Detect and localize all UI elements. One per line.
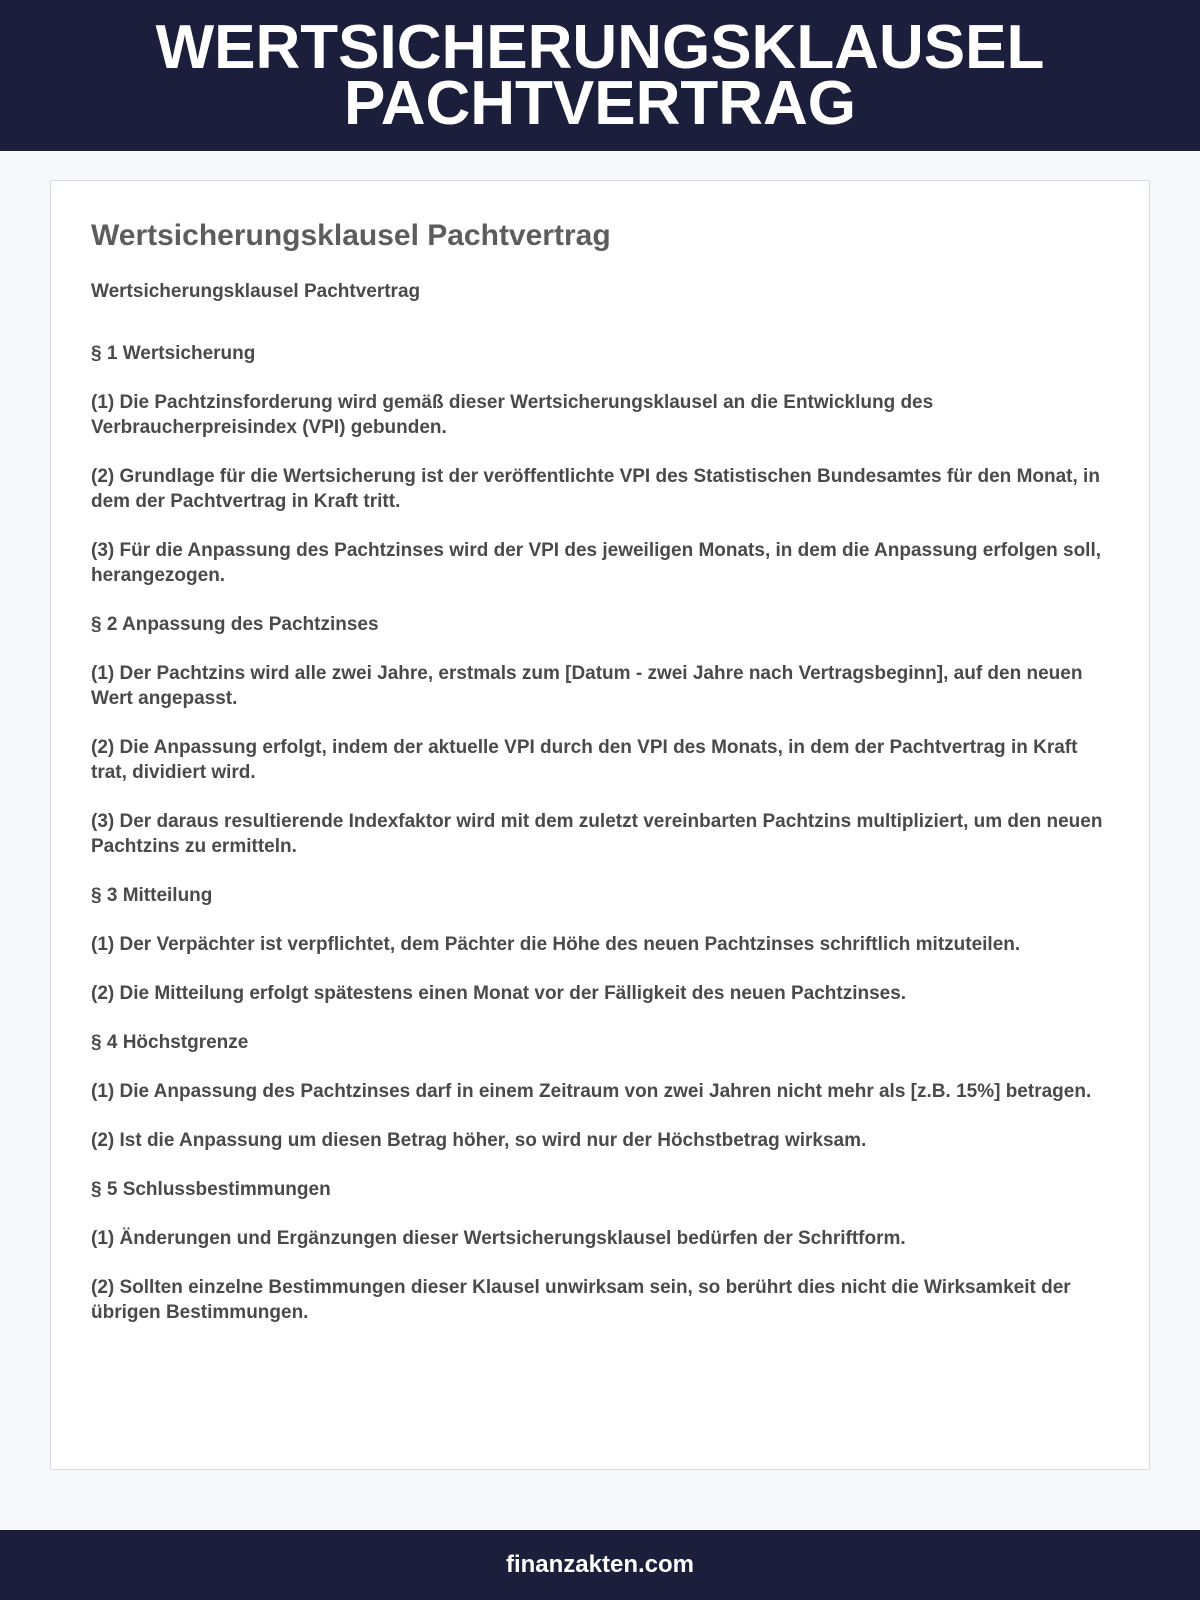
section-heading: § 4 Höchstgrenze bbox=[91, 1032, 249, 1053]
paragraph: (2) Die Anpassung erfolgt, indem der aktuelle VPI durch den VPI des Monats, in dem der Pachtvertrag in Kraft trat, dividiert wird. bbox=[91, 737, 1078, 783]
paragraph: (1) Die Pachtzinsforderung wird gemäß dieser Wertsicherungsklausel an die Entwicklung des Verbraucherpreisindex (VPI) gebunden. bbox=[91, 392, 934, 438]
paragraph: (1) Änderungen und Ergänzungen dieser Wertsicherungsklausel bedürfen der Schriftform. bbox=[91, 1228, 906, 1249]
footer-site-name: finanzakten.com bbox=[505, 1551, 695, 1578]
paragraph: (3) Der daraus resultierende Indexfaktor wird mit dem zuletzt vereinbarten Pachtzins multipliziert, um den neuen Pachtzins zu ermitteln. bbox=[91, 811, 1103, 857]
paragraph: (3) Für die Anpassung des Pachtzinses wird der VPI des jeweiligen Monats, in dem die Anpassung erfolgen soll, herangezogen. bbox=[91, 540, 1102, 586]
section-heading: § 3 Mitteilung bbox=[91, 885, 213, 906]
paragraph: (1) Der Verpächter ist verpflichtet, dem Pächter die Höhe des neuen Pachtzinses schriftlich mitzuteilen. bbox=[91, 934, 1021, 955]
section-anpassung bbox=[91, 612, 1111, 859]
section-heading: § 2 Anpassung des Pachtzinses bbox=[91, 614, 379, 635]
paragraph: (2) Sollten einzelne Bestimmungen dieser Klausel unwirksam sein, so berührt dies nicht die Wirksamkeit der übrigen Bestimmungen. bbox=[91, 1277, 1071, 1323]
document-title: Wertsicherungsklausel Pachtvertrag bbox=[91, 219, 611, 252]
document-card bbox=[50, 180, 1150, 1470]
banner-title-line-1: WERTSICHERUNGSKLAUSEL bbox=[155, 12, 1045, 82]
banner-title-line-2: PACHTVERTRAG bbox=[343, 68, 857, 138]
paragraph: (1) Die Anpassung des Pachtzinses darf in einem Zeitraum von zwei Jahren nicht mehr als [z.B. 15%] betragen. bbox=[91, 1081, 1092, 1102]
header-banner bbox=[0, 0, 1200, 151]
section-heading: § 5 Schlussbestimmungen bbox=[91, 1179, 331, 1200]
paragraph: (2) Ist die Anpassung um diesen Betrag höher, so wird nur der Höchstbetrag wirksam. bbox=[91, 1130, 867, 1151]
paragraph: (1) Der Pachtzins wird alle zwei Jahre, erstmals zum [Datum - zwei Jahre nach Vertragsbeginn], auf den neuen Wert angepasst. bbox=[91, 663, 1083, 709]
section-schlussbestimmungen bbox=[91, 1177, 1111, 1325]
paragraph: (2) Grundlage für die Wertsicherung ist der veröffentlichte VPI des Statistischen Bundesamtes für den Monat, in dem der Pachtvertrag in Kraft tritt. bbox=[91, 466, 1100, 512]
document-body bbox=[91, 341, 1111, 1349]
section-hoechstgrenze bbox=[91, 1030, 1111, 1153]
document-subtitle: Wertsicherungsklausel Pachtvertrag bbox=[91, 281, 421, 302]
paragraph: (2) Die Mitteilung erfolgt spätestens einen Monat vor der Fälligkeit des neuen Pachtzinses. bbox=[91, 983, 907, 1004]
section-wertsicherung bbox=[91, 341, 1111, 588]
section-mitteilung bbox=[91, 883, 1111, 1006]
section-heading: § 1 Wertsicherung bbox=[91, 343, 256, 364]
footer-bar bbox=[0, 1530, 1200, 1600]
